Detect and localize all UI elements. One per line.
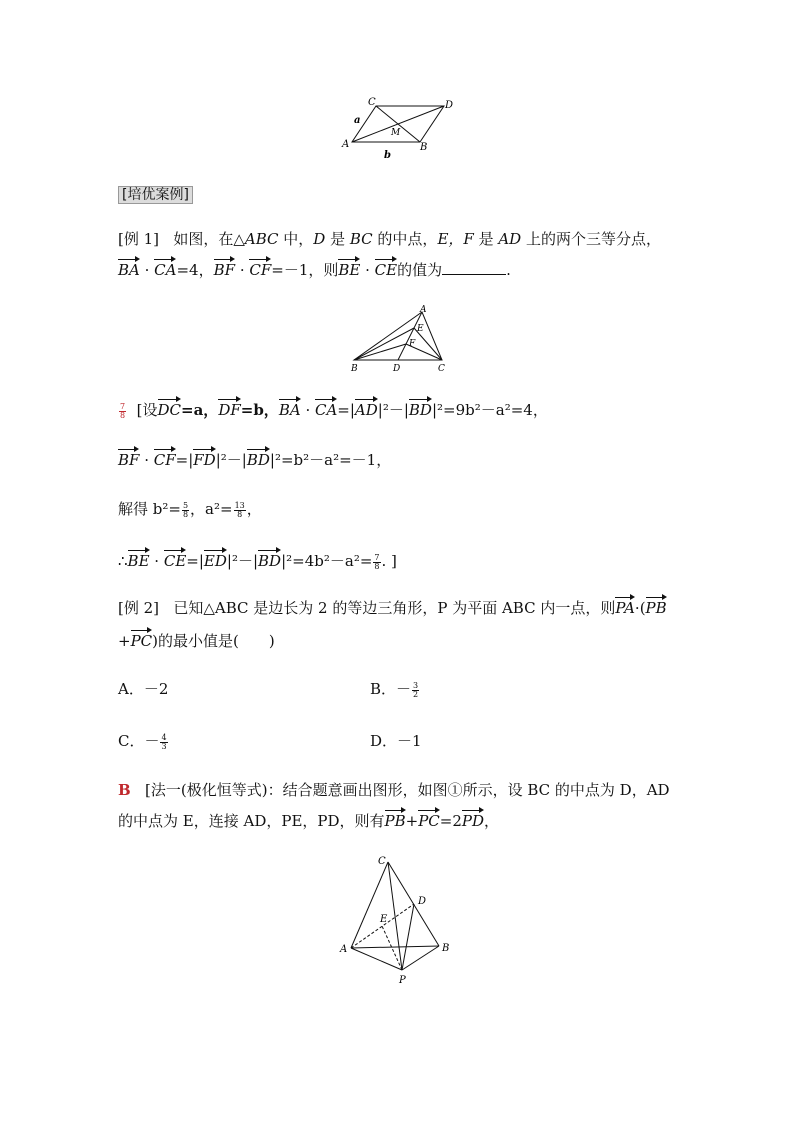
sol1-text: |²－| [377,401,409,419]
ex1-text: AD [498,230,522,248]
label-b: b [384,150,391,161]
label-C: C [368,97,376,108]
option-B[interactable] [370,679,420,699]
frac-den: 8 [182,509,189,519]
frac-den: 2 [413,689,419,699]
label-B: B [420,142,428,153]
sol1-text: 解得 b²= [118,500,181,518]
answer-letter: B [118,781,131,799]
frac-num: 3 [413,680,419,690]
ex1-text: 的中点， [372,230,438,248]
vector-CF: CF [153,451,176,469]
vector-BF: BF [118,451,140,469]
option-C-fraction [160,734,167,751]
example-2-line-2 [118,631,275,651]
ex1-text: 是 [473,230,499,248]
ex1-text: E，F [437,230,474,248]
sol1-text: |²=b²－a²=－1， [269,451,392,469]
vector-BF: BF [213,261,236,279]
ex1-text: =－1，则 [271,261,339,279]
vector-BE: BE [127,552,150,570]
vector-PD: PD [461,812,485,830]
fraction-b-squared [182,502,189,519]
sol1-text: =| [186,552,204,570]
sol1-text: =b， [240,401,279,419]
vector-PB: PB [645,599,667,617]
label-D: D [445,100,454,111]
sol1-text: |²=9b²－a²=4， [431,401,548,419]
median-AD [398,312,422,360]
sol2-text: 的中点为 E，连接 AD，PE，PD，则有 [118,812,385,830]
option-B-label: B．－ [370,680,412,698]
example-1-label: [例 1] [118,230,160,248]
frac-num: 5 [182,500,189,510]
option-C[interactable] [118,731,169,751]
vector-CA: CA [154,261,177,279]
example-1-line-2: BA · CA=4，BF · CF=－1，则BE · CE的值为 . [118,261,511,279]
label-E: E [380,914,388,925]
answer-blank [442,260,506,275]
label-A: A [342,139,350,150]
label-M: M [391,128,401,138]
sol2-text: ：结合题意画出图形，如图①所示，设 BC 的中点为 D，AD [267,781,670,799]
answer-den: 8 [120,410,126,420]
ex1-text: 上的两个三等分点， [521,230,661,248]
ex2-text: + [118,632,131,650]
option-C-label: C．－ [118,732,160,750]
ex1-text: BC [349,230,373,248]
label-B: B [442,943,450,954]
solution-2-line-1 [118,780,670,800]
option-A[interactable] [118,679,168,699]
frac-den: 8 [237,509,243,519]
pyramid-figure [336,852,462,988]
option-A-label: A．－2 [118,680,169,698]
sol1-text: =| [175,451,194,469]
vector-CF: CF [249,261,272,279]
sol1-text: [设 [136,401,158,419]
label-C: C [438,364,445,374]
fraction-result [373,554,380,571]
vector-PA: PA [615,599,635,617]
sol2-text: [法一 [145,781,181,799]
solution-1-line-1: $\frac{7}{8}$ [设DC=a，DF=b，BA · CA=|AD|²－|BD|²=9b²－a²=4， [120,401,548,420]
label-C: C [378,856,386,867]
vector-FD: FD [193,451,216,469]
solution-2-line-2 [118,811,499,831]
vector-BD: BD [246,451,270,469]
sol1-text: |²－| [226,552,259,570]
sol1-text: =a， [181,401,219,419]
example-2-line-1 [118,598,667,618]
example-1-line-1 [118,229,661,249]
sol2-text: + [405,812,419,830]
vector-DF: DF [218,401,241,419]
vector-PC: PC [130,632,153,650]
label-B: B [351,364,358,374]
sol2-text: ， [484,812,500,830]
answer-fraction [119,403,126,420]
label-A: A [420,305,427,315]
edge-AP [351,948,402,970]
vector-BD: BD [408,401,432,419]
sol1-text: =| [337,401,355,419]
ex1-text: . [506,261,511,279]
sol1-text: ，a²= [190,500,233,518]
section-tag [118,184,193,205]
solution-1-line-3 [118,499,262,519]
sol1-text: |²=4b²－a²= [281,552,373,570]
sol1-text: |²－| [215,451,247,469]
vector-AD: AD [354,401,378,419]
ex1-text: 如图，在△ [173,230,245,248]
edge-AB [351,946,439,948]
sol1-text: ， [246,500,262,518]
sol1-text: . ] [381,552,397,570]
ex1-text: ABC [244,230,279,248]
solution-1-line-2: BF · CF=|FD|²－|BD|²=b²－a²=－1， [118,451,392,469]
label-A: A [340,944,348,955]
triangle-figure [342,302,454,376]
vector-CE: CE [374,261,398,279]
frac-num: 13 [234,500,245,510]
ex1-text: 的值为 [397,261,443,279]
vector-BA: BA [278,401,301,419]
vector-PC: PC [418,812,440,830]
option-D[interactable] [370,731,422,751]
frac-den: 3 [161,741,167,751]
label-D: D [393,364,401,374]
option-D-label: D．－1 [370,732,422,750]
label-E: E [417,324,424,334]
vector-DC: DC [157,401,182,419]
option-B-fraction [412,682,419,699]
ex1-text: 是 [325,230,350,248]
fraction-a-squared [234,502,246,519]
parallelogram-figure [340,96,460,162]
frac-num: 7 [374,552,380,562]
vector-BD: BD [258,552,282,570]
frac-den: 8 [374,561,380,571]
edge-BP [402,946,439,970]
section-tag-label: [培优案例] [118,186,193,204]
vector-PB: PB [384,812,406,830]
example-2-label: [例 2] [118,599,160,617]
answer-num: 7 [120,401,126,411]
frac-num: 4 [161,732,167,742]
vector-BA: BA [118,261,140,279]
ex2-text: )的最小值是( ) [152,632,275,650]
label-D: D [418,896,427,907]
sol2-text: (极化恒等式) [180,781,268,799]
vector-ED: ED [203,552,227,570]
sol2-text: =2 [439,812,462,830]
ex1-text: 中， [278,230,314,248]
ex1-text: D [313,230,326,248]
label-a: a [354,115,361,126]
label-P: P [399,975,406,986]
ex1-text: =4， [176,261,214,279]
sol1-text: ∴ [118,552,128,570]
ex2-text: 已知△ABC 是边长为 2 的等边三角形，P 为平面 ABC 内一点，则 [173,599,616,617]
label-F: F [409,339,416,349]
ex2-text: ·( [634,599,646,617]
vector-BE: BE [338,261,361,279]
vector-CE: CE [163,552,187,570]
segment-PD [402,904,414,970]
vector-CA: CA [314,401,338,419]
solution-1-line-4: ∴BE · CE=|ED|²－|BD|²=4b²－a²= $\frac{7}{8}$ . ] [118,552,397,571]
